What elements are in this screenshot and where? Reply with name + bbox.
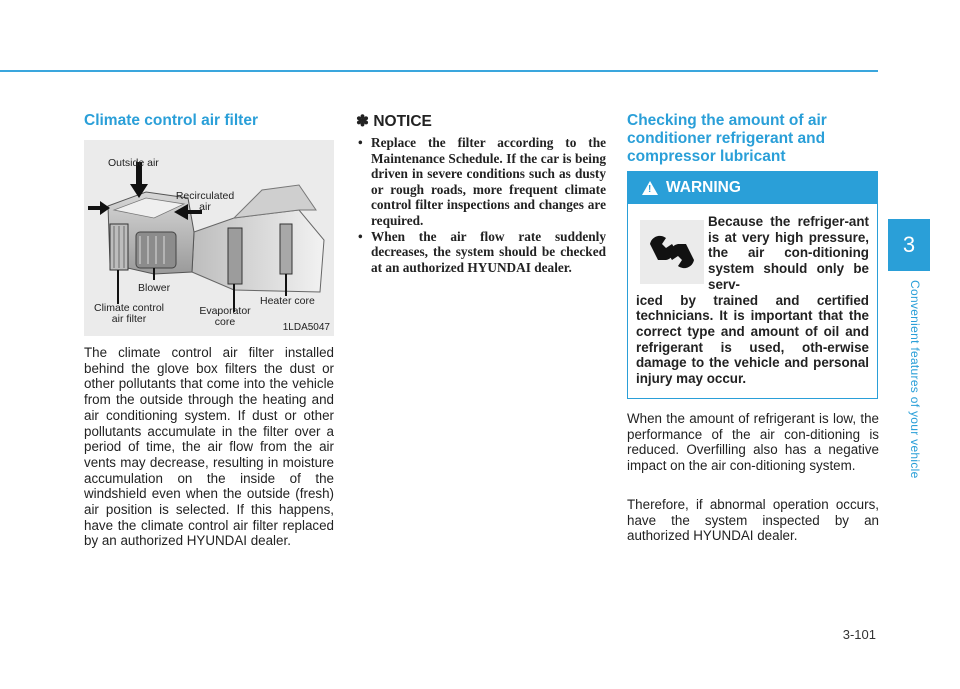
notice-block — [356, 112, 606, 275]
label-climate-control-filter: Climate control air filter — [93, 302, 165, 325]
climate-filter-paragraph: The climate control air filter installed behind the glove box filters the dust or other pollutants that come into the vehicle from the outside through the heating and air conditioning system. If dust or other pollutants accumulate in the filter over a period of time, the air flow from the air vents may decrease, resulting in moisture accumulation on the inside of the windshield even when the outside (fresh) air position is selected. If this happens, have the climate control air filter replaced by an authorized HYUNDAI dealer. — [84, 345, 334, 549]
warning-text-indented: Because the refriger-ant is at very high pressure, the air con-ditioning system should only be serv- — [708, 214, 869, 292]
refrigerant-paragraph-1: When the amount of refrigerant is low, the performance of the air con-ditioning is reduced. Overfilling also has a negative impact on the air con-ditioning system. — [627, 411, 879, 474]
notice-symbol-icon: ✽ — [356, 113, 369, 130]
air-filter-diagram — [84, 140, 334, 336]
notice-item: • When the air flow rate suddenly decreases, the system should be checked at an authorized HYUNDAI dealer. — [356, 229, 606, 276]
section-heading-refrigerant: Checking the amount of air conditioner refrigerant and compressor lubricant — [627, 112, 827, 165]
notice-title: NOTICE — [373, 113, 432, 130]
header-rule — [0, 70, 878, 72]
label-evaporator-core: Evaporator core — [199, 305, 251, 328]
warning-title: WARNING — [666, 179, 741, 196]
warning-text-full: iced by trained and certified technicians. It is important that the correct type and amount of oil and refrigerant is used, oth-erwise damage to the vehicle and personal injury may occur. — [636, 292, 869, 387]
notice-item: • Replace the filter according to the Maintenance Schedule. If the car is being driven in severe conditions such as dusty or rough roads, more frequent climate control filter inspections and changes are required. — [356, 135, 606, 229]
section-heading-climate-filter: Climate control air filter — [84, 112, 258, 129]
label-blower: Blower — [138, 282, 171, 294]
notice-heading — [356, 112, 606, 131]
figure-code: 1LDA5047 — [282, 322, 330, 333]
warning-text — [636, 214, 869, 387]
label-heater-core: Heater core — [260, 295, 315, 307]
chapter-title: Convenient features of your vehicle — [908, 280, 922, 479]
warning-header — [628, 172, 877, 204]
refrigerant-paragraph-2: Therefore, if abnormal operation occurs, have the system inspected by an authorized HYUNDAI dealer. — [627, 497, 879, 544]
label-recirculated-air: Recirculated air — [175, 190, 235, 213]
warning-box — [627, 171, 878, 399]
warning-triangle-icon: ! — [642, 181, 658, 195]
chapter-number: 3 — [902, 232, 916, 257]
label-outside-air: Outside air — [108, 157, 159, 169]
notice-list — [356, 135, 606, 275]
page-number: 3-101 — [842, 627, 876, 642]
chapter-tab — [888, 219, 930, 271]
